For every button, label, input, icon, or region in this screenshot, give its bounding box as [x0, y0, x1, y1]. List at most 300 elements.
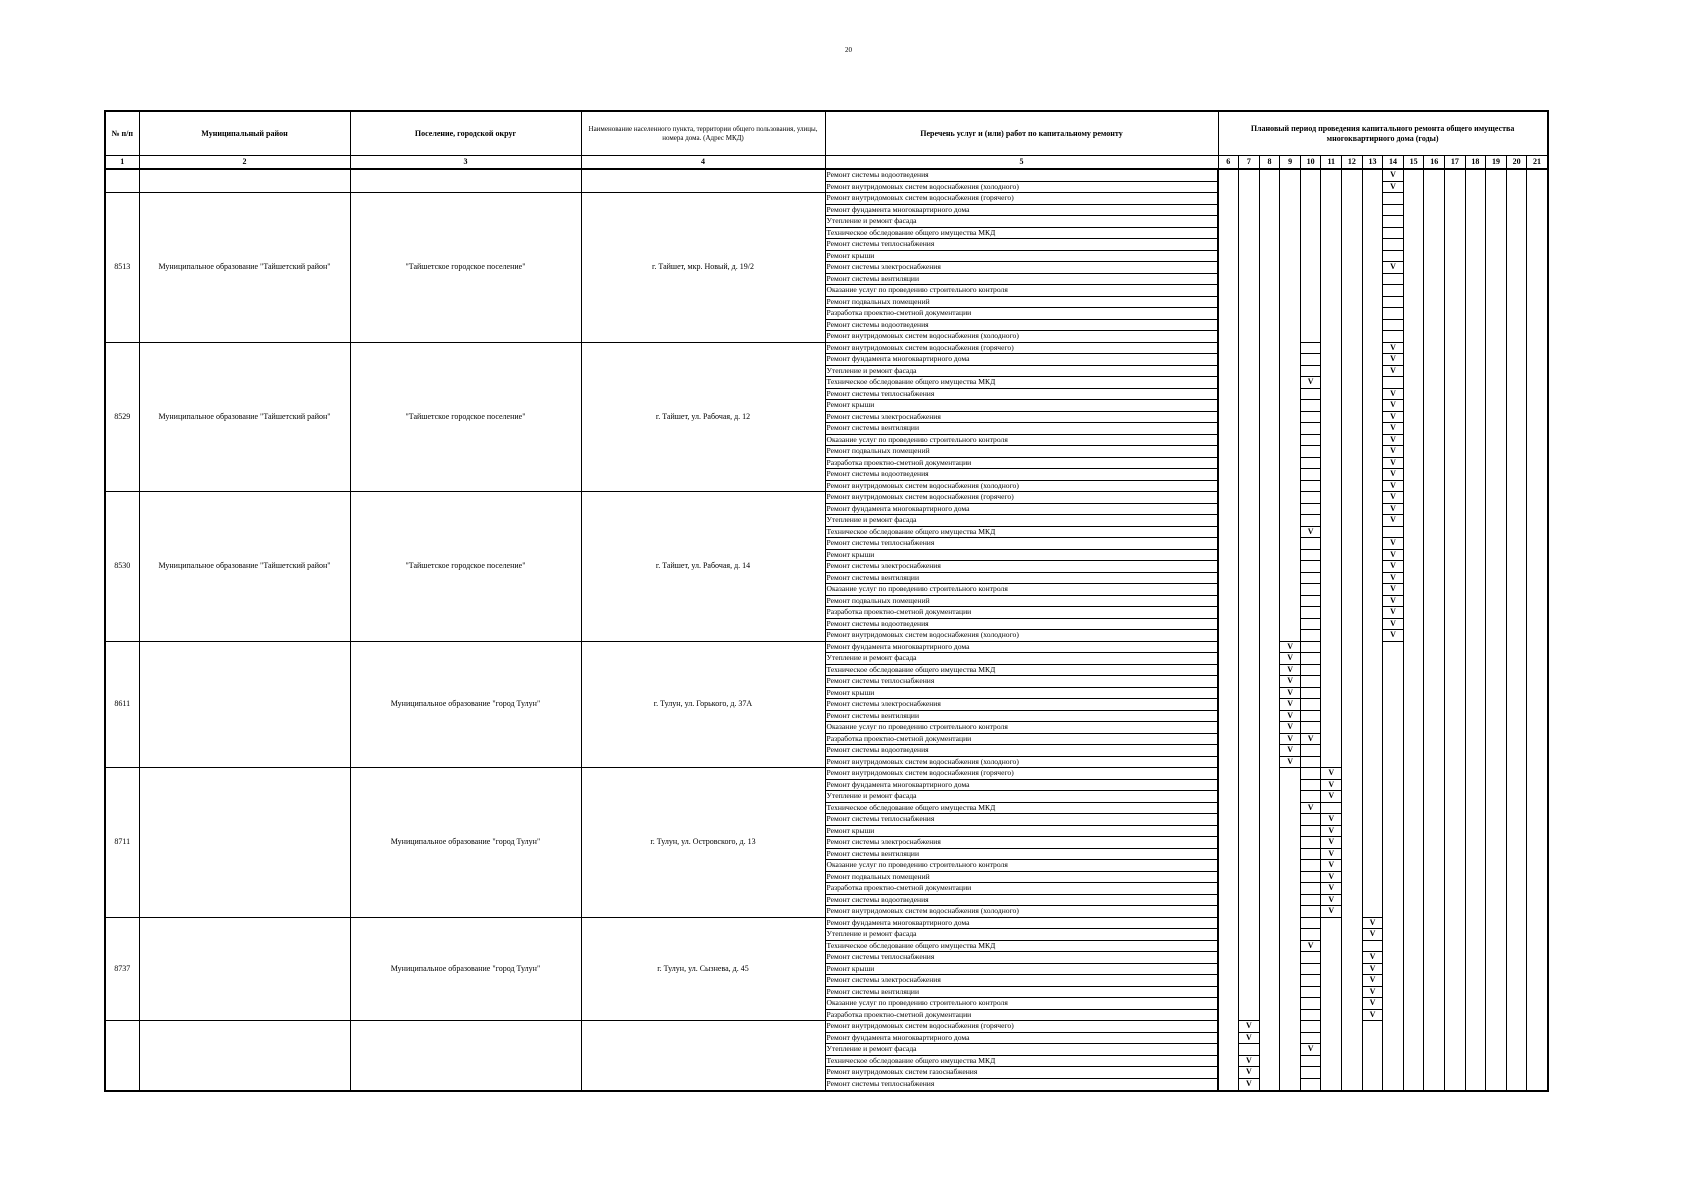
year-mark-11: V: [1321, 814, 1342, 826]
year-cell-11: [1321, 595, 1342, 607]
year-cell-7: [1239, 791, 1260, 803]
year-cell-13: [1362, 630, 1383, 642]
year-cell-19: [1486, 1032, 1507, 1044]
year-cell-7: [1239, 388, 1260, 400]
year-cell-12: [1342, 687, 1363, 699]
year-cell-12: [1342, 641, 1363, 653]
year-cell-17: [1445, 848, 1466, 860]
year-cell-18: [1465, 860, 1486, 872]
year-cell-20: [1506, 273, 1527, 285]
year-cell-8: [1259, 929, 1280, 941]
year-cell-8: [1259, 572, 1280, 584]
year-cell-7: [1239, 871, 1260, 883]
year-cell-6: [1218, 814, 1239, 826]
year-cell-19: [1486, 434, 1507, 446]
year-cell-7: [1239, 848, 1260, 860]
year-cell-6: [1218, 549, 1239, 561]
year-cell-6: [1218, 917, 1239, 929]
year-cell-8: [1259, 871, 1280, 883]
year-cell-15: [1403, 998, 1424, 1010]
year-cell-7: [1239, 308, 1260, 320]
year-cell-8: [1259, 262, 1280, 274]
year-cell-18: [1465, 1055, 1486, 1067]
year-cell-13: [1362, 710, 1383, 722]
year-cell-14: [1383, 1078, 1404, 1091]
year-cell-7: [1239, 768, 1260, 780]
year-cell-10: [1300, 331, 1321, 343]
year-cell-13: [1362, 503, 1383, 515]
year-cell-18: [1465, 756, 1486, 768]
year-cell-6: [1218, 572, 1239, 584]
year-cell-20: [1506, 940, 1527, 952]
year-cell-18: [1465, 779, 1486, 791]
year-cell-15: [1403, 607, 1424, 619]
year-cell-20: [1506, 526, 1527, 538]
year-cell-6: [1218, 204, 1239, 216]
year-cell-11: [1321, 710, 1342, 722]
year-cell-15: [1403, 308, 1424, 320]
year-cell-15: [1403, 503, 1424, 515]
year-cell-21: [1527, 768, 1548, 780]
year-cell-13: [1362, 296, 1383, 308]
year-cell-12: [1342, 929, 1363, 941]
year-cell-17: [1445, 963, 1466, 975]
year-cell-9: [1280, 607, 1301, 619]
object-id: 8711: [105, 768, 139, 918]
year-cell-7: [1239, 549, 1260, 561]
year-cell-19: [1486, 860, 1507, 872]
year-cell-14: [1383, 722, 1404, 734]
year-cell-15: [1403, 169, 1424, 181]
year-mark-14: V: [1383, 469, 1404, 481]
year-cell-6: [1218, 952, 1239, 964]
year-cell-18: [1465, 515, 1486, 527]
year-cell-20: [1506, 814, 1527, 826]
year-cell-8: [1259, 388, 1280, 400]
year-cell-14: [1383, 894, 1404, 906]
year-cell-8: [1259, 434, 1280, 446]
year-cell-20: [1506, 860, 1527, 872]
year-cell-6: [1218, 538, 1239, 550]
year-cell-11: [1321, 227, 1342, 239]
work-item: Ремонт внутридомовых систем водоснабжения (горячего): [825, 492, 1218, 504]
year-cell-16: [1424, 1055, 1445, 1067]
year-cell-18: [1465, 699, 1486, 711]
year-cell-10: [1300, 779, 1321, 791]
year-cell-12: [1342, 342, 1363, 354]
year-cell-15: [1403, 1055, 1424, 1067]
year-cell-6: [1218, 676, 1239, 688]
year-cell-17: [1445, 423, 1466, 435]
year-cell-15: [1403, 342, 1424, 354]
year-cell-16: [1424, 963, 1445, 975]
year-cell-7: [1239, 457, 1260, 469]
year-cell-11: [1321, 963, 1342, 975]
object-district: [139, 1021, 350, 1091]
year-cell-16: [1424, 193, 1445, 205]
year-cell-9: [1280, 377, 1301, 389]
year-cell-15: [1403, 986, 1424, 998]
year-cell-16: [1424, 400, 1445, 412]
year-cell-21: [1527, 986, 1548, 998]
work-item: Разработка проектно-сметной документации: [825, 733, 1218, 745]
object-district: [139, 169, 350, 193]
year-cell-8: [1259, 595, 1280, 607]
year-cell-10: [1300, 814, 1321, 826]
year-cell-17: [1445, 503, 1466, 515]
year-cell-9: [1280, 768, 1301, 780]
year-cell-20: [1506, 825, 1527, 837]
year-cell-7: [1239, 653, 1260, 665]
header-col-address: Наименование населенного пункта, территории общего пользования, улицы, номера дома. (Адрес МКД): [581, 111, 825, 156]
year-cell-8: [1259, 296, 1280, 308]
year-cell-20: [1506, 630, 1527, 642]
year-mark-14: V: [1383, 572, 1404, 584]
year-cell-8: [1259, 1078, 1280, 1091]
year-cell-16: [1424, 1067, 1445, 1079]
year-cell-18: [1465, 296, 1486, 308]
work-item: Ремонт крыши: [825, 250, 1218, 262]
year-cell-9: [1280, 285, 1301, 297]
year-cell-6: [1218, 434, 1239, 446]
year-cell-8: [1259, 653, 1280, 665]
table-row: [105, 342, 1548, 354]
year-cell-9: [1280, 1009, 1301, 1021]
year-cell-18: [1465, 400, 1486, 412]
object-settlement: Муниципальное образование "город Тулун": [350, 768, 581, 918]
year-cell-7: [1239, 699, 1260, 711]
year-cell-8: [1259, 169, 1280, 181]
year-cell-21: [1527, 687, 1548, 699]
year-cell-9: [1280, 400, 1301, 412]
year-cell-12: [1342, 952, 1363, 964]
year-cell-15: [1403, 561, 1424, 573]
year-cell-20: [1506, 549, 1527, 561]
year-cell-6: [1218, 618, 1239, 630]
year-cell-7: [1239, 837, 1260, 849]
object-district: [139, 641, 350, 768]
year-cell-21: [1527, 538, 1548, 550]
year-cell-20: [1506, 342, 1527, 354]
year-cell-11: [1321, 917, 1342, 929]
year-cell-19: [1486, 641, 1507, 653]
year-cell-11: [1321, 538, 1342, 550]
year-cell-14: [1383, 917, 1404, 929]
year-cell-7: [1239, 630, 1260, 642]
year-cell-13: [1362, 1078, 1383, 1091]
year-cell-11: [1321, 699, 1342, 711]
year-cell-7: [1239, 756, 1260, 768]
year-cell-10: [1300, 676, 1321, 688]
year-cell-11: [1321, 515, 1342, 527]
year-cell-21: [1527, 595, 1548, 607]
year-cell-18: [1465, 687, 1486, 699]
year-cell-6: [1218, 1055, 1239, 1067]
year-cell-16: [1424, 906, 1445, 918]
work-item: Ремонт фундамента многоквартирного дома: [825, 1032, 1218, 1044]
year-cell-6: [1218, 273, 1239, 285]
year-cell-16: [1424, 630, 1445, 642]
year-cell-16: [1424, 538, 1445, 550]
year-cell-13: [1362, 411, 1383, 423]
year-cell-12: [1342, 745, 1363, 757]
year-cell-14: [1383, 296, 1404, 308]
work-item: Ремонт внутридомовых систем водоснабжения (холодного): [825, 906, 1218, 918]
year-cell-15: [1403, 825, 1424, 837]
year-cell-11: [1321, 492, 1342, 504]
year-cell-16: [1424, 802, 1445, 814]
year-cell-9: [1280, 929, 1301, 941]
year-cell-12: [1342, 273, 1363, 285]
year-cell-16: [1424, 687, 1445, 699]
year-cell-17: [1445, 653, 1466, 665]
year-cell-18: [1465, 975, 1486, 987]
year-cell-19: [1486, 768, 1507, 780]
year-cell-16: [1424, 308, 1445, 320]
year-cell-20: [1506, 388, 1527, 400]
year-cell-13: [1362, 561, 1383, 573]
year-cell-18: [1465, 1021, 1486, 1033]
year-cell-16: [1424, 204, 1445, 216]
year-cell-9: [1280, 446, 1301, 458]
year-cell-18: [1465, 940, 1486, 952]
year-cell-14: [1383, 860, 1404, 872]
year-cell-8: [1259, 998, 1280, 1010]
year-cell-21: [1527, 423, 1548, 435]
year-cell-6: [1218, 986, 1239, 998]
year-cell-11: [1321, 722, 1342, 734]
work-item: Ремонт крыши: [825, 963, 1218, 975]
year-cell-8: [1259, 584, 1280, 596]
year-cell-16: [1424, 262, 1445, 274]
year-cell-7: [1239, 469, 1260, 481]
year-cell-10: [1300, 204, 1321, 216]
year-cell-7: [1239, 814, 1260, 826]
year-cell-10: [1300, 285, 1321, 297]
year-cell-16: [1424, 377, 1445, 389]
year-cell-15: [1403, 814, 1424, 826]
year-cell-10: [1300, 1032, 1321, 1044]
year-cell-21: [1527, 607, 1548, 619]
year-cell-11: [1321, 503, 1342, 515]
year-cell-17: [1445, 1009, 1466, 1021]
year-cell-15: [1403, 756, 1424, 768]
year-cell-20: [1506, 469, 1527, 481]
year-cell-7: [1239, 354, 1260, 366]
year-cell-12: [1342, 940, 1363, 952]
year-cell-13: [1362, 457, 1383, 469]
year-cell-17: [1445, 549, 1466, 561]
year-cell-10: [1300, 503, 1321, 515]
year-cell-16: [1424, 285, 1445, 297]
year-cell-10: [1300, 952, 1321, 964]
year-cell-8: [1259, 227, 1280, 239]
year-cell-20: [1506, 676, 1527, 688]
year-cell-10: [1300, 423, 1321, 435]
year-cell-8: [1259, 457, 1280, 469]
year-mark-14: V: [1383, 354, 1404, 366]
year-cell-8: [1259, 618, 1280, 630]
year-cell-6: [1218, 733, 1239, 745]
year-cell-20: [1506, 756, 1527, 768]
year-cell-17: [1445, 584, 1466, 596]
year-cell-12: [1342, 331, 1363, 343]
year-cell-14: [1383, 1009, 1404, 1021]
year-cell-6: [1218, 216, 1239, 228]
year-cell-15: [1403, 1067, 1424, 1079]
year-cell-11: [1321, 607, 1342, 619]
year-cell-7: [1239, 515, 1260, 527]
year-mark-11: V: [1321, 779, 1342, 791]
year-cell-16: [1424, 503, 1445, 515]
year-cell-16: [1424, 423, 1445, 435]
year-cell-21: [1527, 446, 1548, 458]
year-cell-12: [1342, 572, 1363, 584]
year-cell-13: [1362, 1021, 1383, 1033]
year-cell-7: [1239, 423, 1260, 435]
year-mark-14: V: [1383, 411, 1404, 423]
year-cell-18: [1465, 250, 1486, 262]
year-mark-14: V: [1383, 169, 1404, 181]
year-cell-15: [1403, 687, 1424, 699]
year-cell-8: [1259, 331, 1280, 343]
year-cell-10: [1300, 917, 1321, 929]
year-cell-9: [1280, 250, 1301, 262]
year-cell-6: [1218, 894, 1239, 906]
year-cell-13: [1362, 239, 1383, 251]
year-cell-12: [1342, 584, 1363, 596]
year-cell-10: [1300, 745, 1321, 757]
year-cell-9: [1280, 825, 1301, 837]
year-cell-6: [1218, 296, 1239, 308]
year-cell-13: [1362, 664, 1383, 676]
year-cell-10: [1300, 768, 1321, 780]
object-id: 8529: [105, 342, 139, 492]
year-cell-16: [1424, 365, 1445, 377]
year-cell-13: [1362, 181, 1383, 193]
year-mark-14: V: [1383, 549, 1404, 561]
year-cell-10: [1300, 906, 1321, 918]
year-cell-21: [1527, 365, 1548, 377]
year-cell-11: [1321, 975, 1342, 987]
year-cell-15: [1403, 837, 1424, 849]
year-cell-17: [1445, 492, 1466, 504]
year-cell-21: [1527, 388, 1548, 400]
year-cell-17: [1445, 1067, 1466, 1079]
year-cell-7: [1239, 1044, 1260, 1056]
year-cell-19: [1486, 227, 1507, 239]
year-cell-21: [1527, 193, 1548, 205]
year-cell-20: [1506, 687, 1527, 699]
year-cell-7: [1239, 687, 1260, 699]
year-cell-19: [1486, 664, 1507, 676]
year-cell-18: [1465, 204, 1486, 216]
work-item: Ремонт системы водоотведения: [825, 169, 1218, 181]
object-settlement: [350, 169, 581, 193]
year-cell-12: [1342, 998, 1363, 1010]
year-mark-9: V: [1280, 699, 1301, 711]
year-cell-13: [1362, 538, 1383, 550]
year-cell-16: [1424, 998, 1445, 1010]
year-cell-14: [1383, 377, 1404, 389]
object-district: [139, 917, 350, 1021]
year-cell-12: [1342, 1009, 1363, 1021]
year-cell-12: [1342, 204, 1363, 216]
year-cell-11: [1321, 526, 1342, 538]
year-cell-6: [1218, 860, 1239, 872]
year-cell-18: [1465, 584, 1486, 596]
year-cell-6: [1218, 469, 1239, 481]
year-cell-20: [1506, 169, 1527, 181]
year-mark-10: V: [1300, 802, 1321, 814]
year-cell-11: [1321, 446, 1342, 458]
object-address: г. Тайшет, ул. Рабочая, д. 12: [581, 342, 825, 492]
year-cell-16: [1424, 699, 1445, 711]
year-cell-16: [1424, 894, 1445, 906]
year-cell-16: [1424, 595, 1445, 607]
year-cell-17: [1445, 227, 1466, 239]
year-cell-14: [1383, 699, 1404, 711]
year-cell-8: [1259, 710, 1280, 722]
year-cell-20: [1506, 515, 1527, 527]
year-cell-9: [1280, 331, 1301, 343]
year-cell-13: [1362, 699, 1383, 711]
year-cell-12: [1342, 503, 1363, 515]
year-cell-10: [1300, 411, 1321, 423]
header-index-19: 19: [1486, 156, 1507, 170]
year-cell-7: [1239, 365, 1260, 377]
year-cell-15: [1403, 204, 1424, 216]
year-cell-16: [1424, 791, 1445, 803]
year-cell-13: [1362, 319, 1383, 331]
year-cell-16: [1424, 1078, 1445, 1091]
year-cell-20: [1506, 906, 1527, 918]
year-cell-7: [1239, 561, 1260, 573]
year-cell-11: [1321, 653, 1342, 665]
year-cell-17: [1445, 411, 1466, 423]
year-cell-18: [1465, 469, 1486, 481]
year-cell-19: [1486, 319, 1507, 331]
year-cell-9: [1280, 791, 1301, 803]
work-item: Ремонт внутридомовых систем водоснабжения (горячего): [825, 768, 1218, 780]
year-cell-21: [1527, 952, 1548, 964]
work-item: Ремонт крыши: [825, 687, 1218, 699]
work-item: Ремонт внутридомовых систем водоснабжения (холодного): [825, 480, 1218, 492]
year-cell-19: [1486, 354, 1507, 366]
year-cell-21: [1527, 411, 1548, 423]
year-cell-6: [1218, 630, 1239, 642]
year-cell-13: [1362, 572, 1383, 584]
year-cell-15: [1403, 699, 1424, 711]
year-cell-21: [1527, 883, 1548, 895]
year-cell-7: [1239, 377, 1260, 389]
year-cell-20: [1506, 595, 1527, 607]
year-cell-16: [1424, 825, 1445, 837]
year-cell-8: [1259, 400, 1280, 412]
year-cell-16: [1424, 216, 1445, 228]
year-cell-6: [1218, 871, 1239, 883]
year-cell-13: [1362, 825, 1383, 837]
year-cell-21: [1527, 1009, 1548, 1021]
table-row: [105, 917, 1548, 929]
year-cell-9: [1280, 848, 1301, 860]
year-cell-6: [1218, 929, 1239, 941]
year-cell-6: [1218, 377, 1239, 389]
year-cell-15: [1403, 940, 1424, 952]
year-cell-16: [1424, 169, 1445, 181]
year-cell-6: [1218, 526, 1239, 538]
year-cell-8: [1259, 1021, 1280, 1033]
